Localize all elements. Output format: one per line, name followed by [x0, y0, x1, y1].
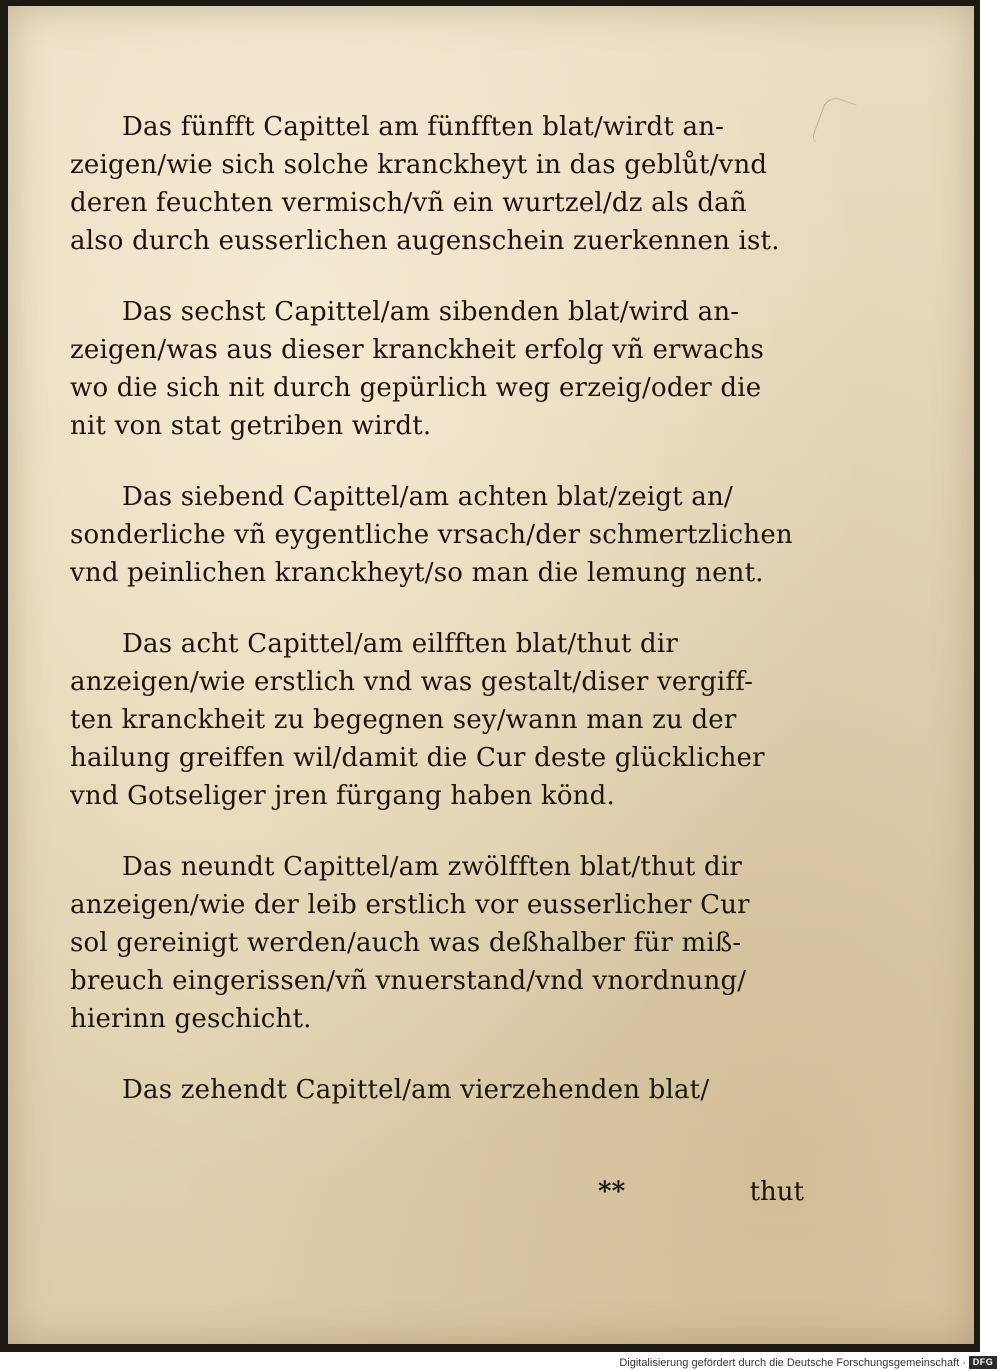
text-line: zeigen/wie sich solche kranckheyt in das geblůt/vnd	[70, 150, 768, 180]
chapter-entry-6	[70, 293, 810, 445]
text-line: anzeigen/wie der leib erstlich vor eusserlicher Cur	[70, 890, 750, 920]
text-line: sonderliche vñ eygentliche vrsach/der schmertzlichen	[70, 520, 793, 550]
signature-mark: **	[598, 1177, 626, 1207]
funding-notice: Digitalisierung gefördert durch die Deutsche Forschungsgemeinschaft ·	[619, 1357, 966, 1369]
text-line: sol gereinigt werden/auch was deßhalber für miß-	[70, 928, 742, 958]
text-line: also durch eusserlichen augenschein zuerkennen ist.	[70, 226, 780, 256]
text-line: deren feuchten vermisch/vñ ein wurtzel/dz als dañ	[70, 188, 747, 218]
catchline	[598, 1172, 808, 1212]
dfg-logo[interactable]: DFG	[969, 1356, 997, 1369]
text-line: hailung greiffen wil/damit die Cur deste glücklicher	[70, 743, 765, 773]
text-line: ten kranckheit zu begegnen sey/wann man zu der	[70, 705, 737, 735]
chapter-entry-8	[70, 625, 810, 815]
text-line: Das sechst Capittel/am sibenden blat/wird an-	[122, 297, 740, 327]
text-line: wo die sich nit durch gepürlich weg erzeig/oder die	[70, 373, 762, 403]
text-line: anzeigen/wie erstlich vnd was gestalt/diser vergiff-	[70, 667, 754, 697]
pencil-mark	[810, 94, 857, 153]
catchword: thut	[749, 1177, 804, 1207]
text-line: Das acht Capittel/am eilfften blat/thut dir	[122, 629, 679, 659]
text-line: Das fünfft Capittel am fünfften blat/wirdt an-	[122, 112, 725, 142]
text-line: hierinn geschicht.	[70, 1004, 312, 1034]
text-line: nit von stat getriben wirdt.	[70, 411, 432, 441]
text-line: Das neundt Capittel/am zwölfften blat/thut dir	[122, 852, 742, 882]
text-line: breuch eingerissen/vñ vnuerstand/vnd vnordnung/	[70, 966, 747, 996]
text-line: vnd peinlichen kranckheyt/so man die lemung nent.	[70, 558, 764, 588]
book-page	[8, 6, 974, 1344]
chapter-entry-7	[70, 478, 810, 592]
text-line: vnd Gotseliger jren fürgang haben könd.	[70, 781, 615, 811]
text-line: zeigen/was aus dieser kranckheit erfolg vñ erwachs	[70, 335, 765, 365]
footer-bar	[0, 1355, 1000, 1371]
text-line: Das zehendt Capittel/am vierzehenden blat/	[122, 1075, 710, 1105]
chapter-entry-5	[70, 108, 810, 260]
chapter-list	[70, 108, 810, 1142]
chapter-entry-9	[70, 848, 810, 1038]
text-line: Das siebend Capittel/am achten blat/zeigt an/	[122, 482, 733, 512]
chapter-entry-10	[70, 1071, 810, 1109]
